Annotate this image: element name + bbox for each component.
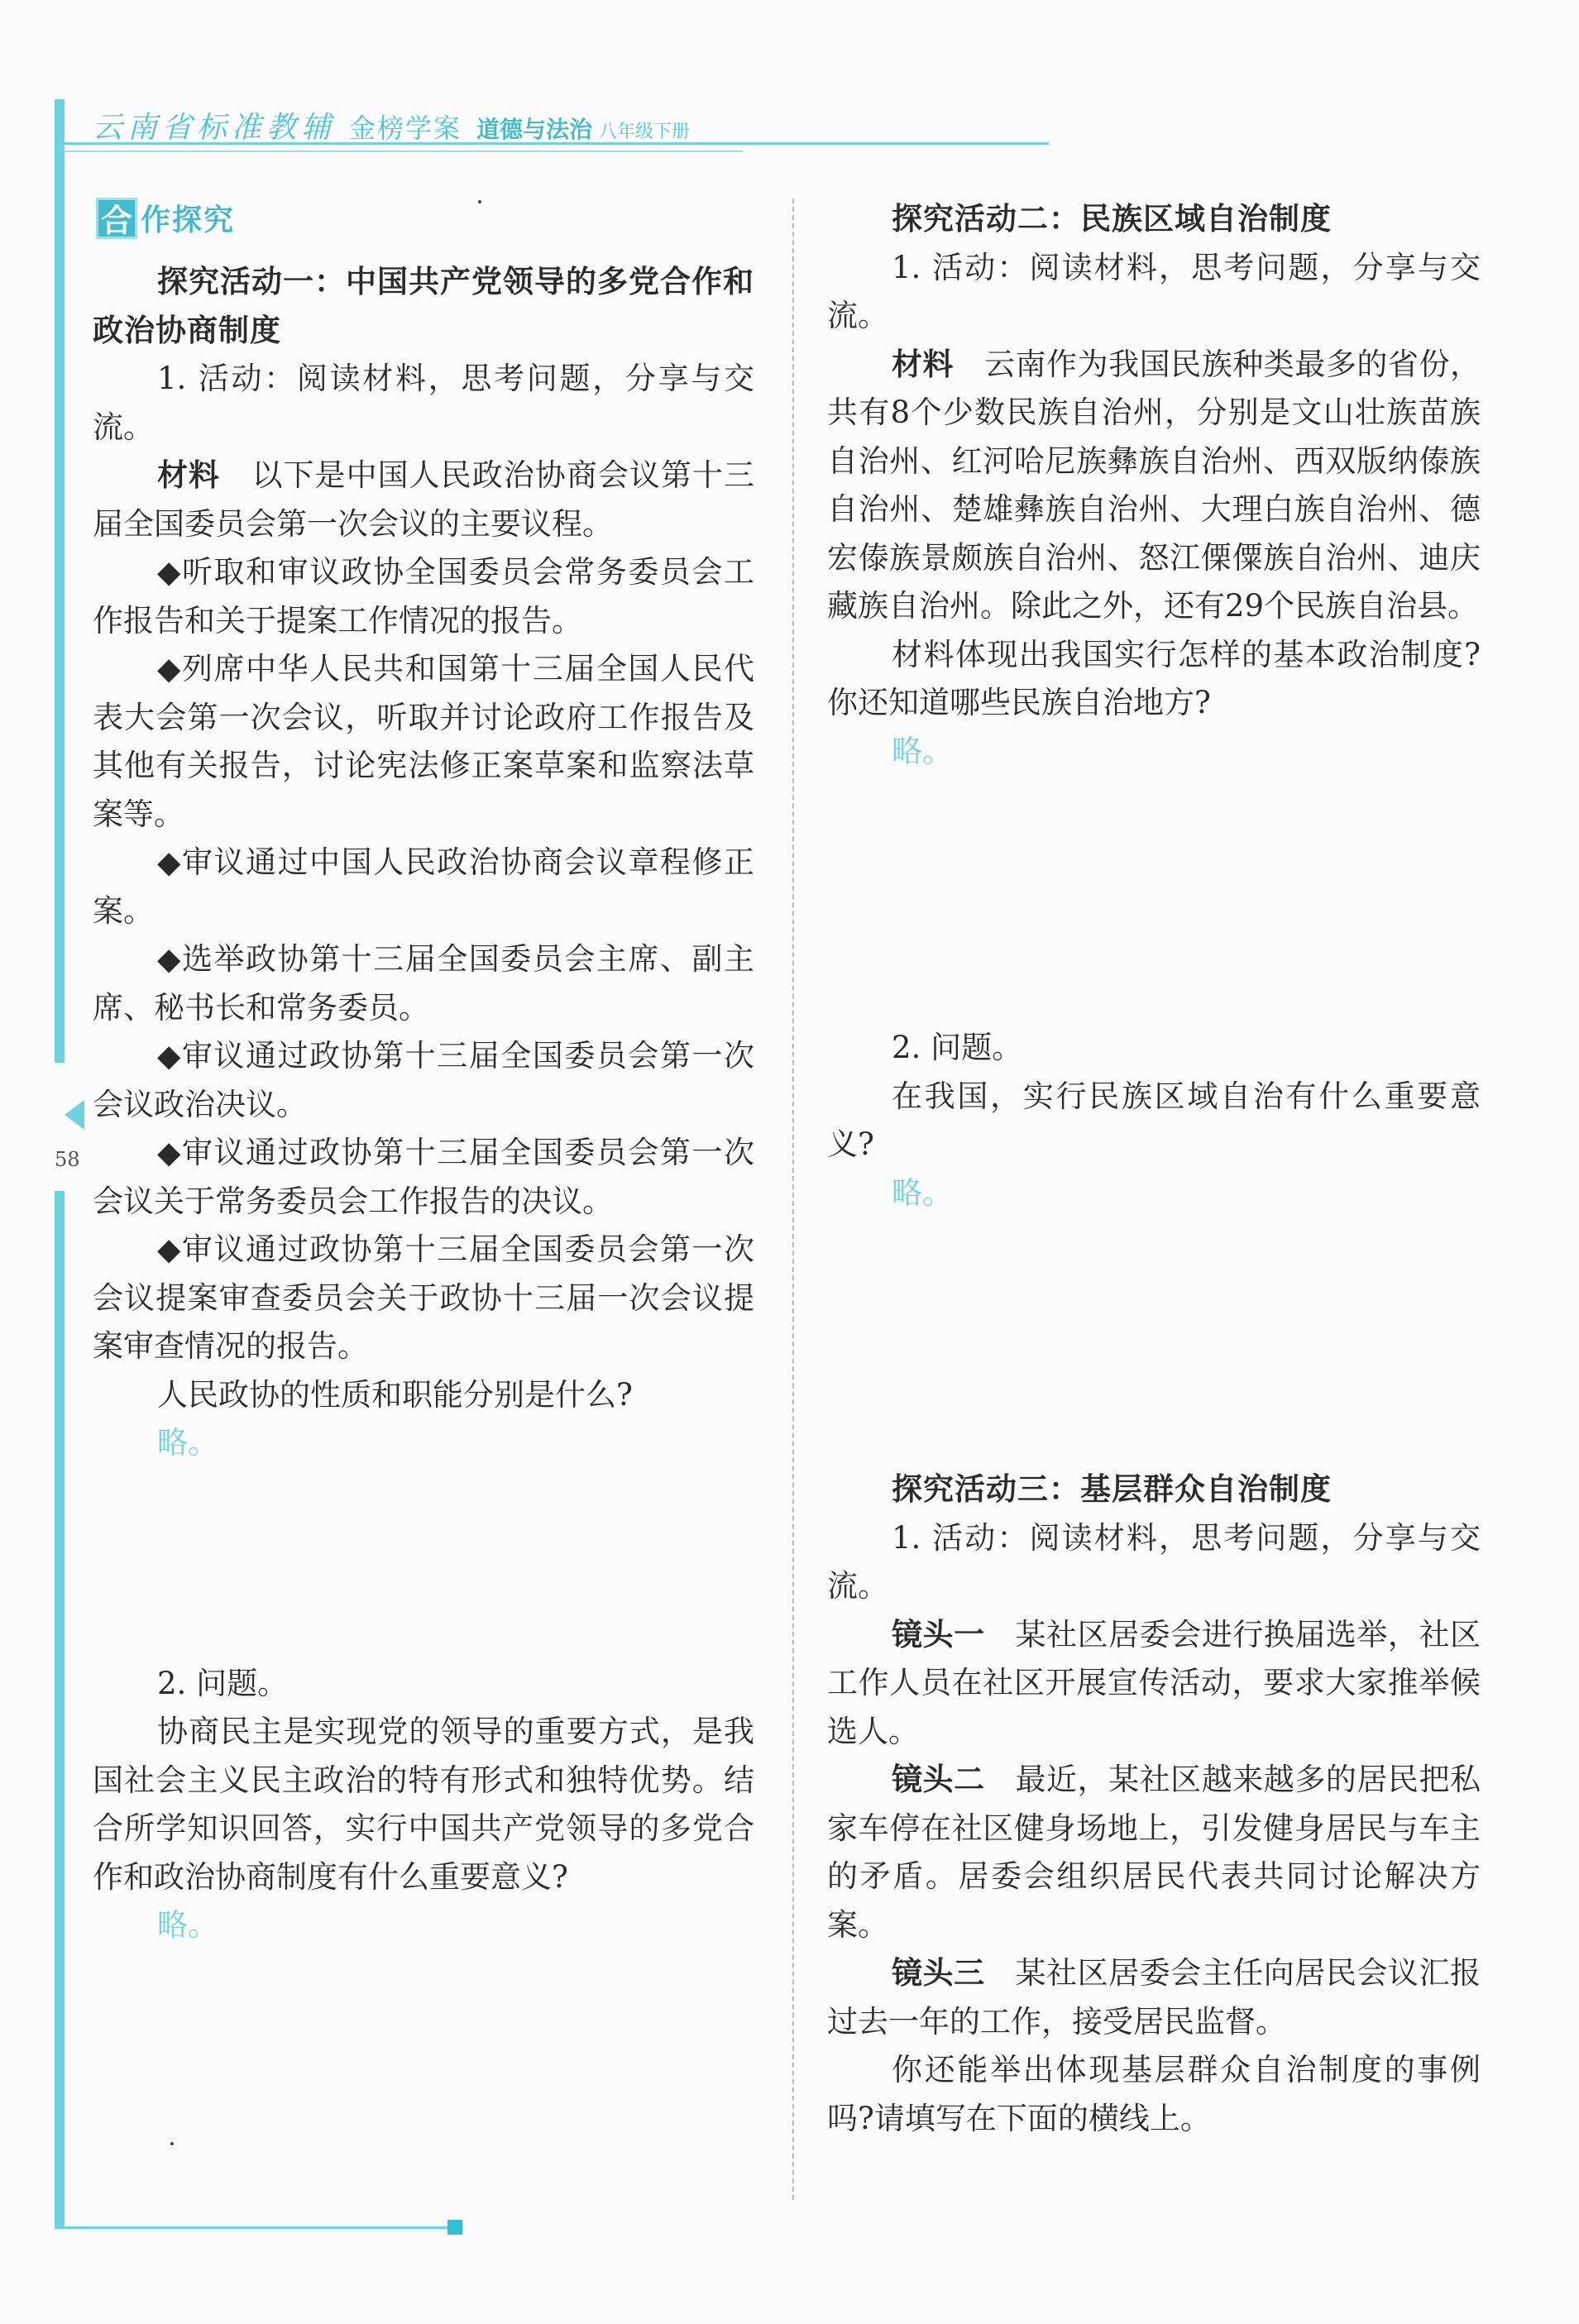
section-badge-char: 合 — [96, 198, 137, 239]
answer-space — [827, 1217, 1481, 1466]
activity3-question: 你还能举出体现基层群众自治制度的事例吗?请填写在下面的横线上。 — [827, 2052, 1481, 2136]
header-brand: 金榜学案 — [349, 112, 462, 144]
left-column — [93, 258, 754, 1950]
material-label: 材料 — [892, 346, 955, 382]
material-label: 材料 — [157, 457, 221, 493]
scene-label: 镜头一 — [892, 1616, 985, 1652]
scene-text: 某社区居委会主任向居民会议汇报过去一年的工作，接受居民监督。 — [827, 1955, 1481, 2039]
header-series: 云南省标准教辅 — [93, 111, 337, 145]
activity2-task: 1. 活动：阅读材料，思考问题，分享与交流。 — [827, 249, 1481, 333]
agenda-item: ◆选举政协第十三届全国委员会主席、副主席、秘书长和常务委员。 — [93, 941, 754, 1026]
left-margin-bar — [55, 99, 65, 1063]
activity2-title: 探究活动二：民族区域自治制度 — [892, 201, 1332, 237]
activity2-material — [827, 341, 1481, 631]
header-subject: 道德与法治 — [476, 116, 593, 143]
agenda-item: ◆列席中华人民共和国第十三届全国人民代表大会第一次会议，听取并讨论政府工作报告及其他有关报告，讨论宪法修正案草案和监察法草案等。 — [93, 651, 754, 832]
activity1-title: 探究活动一：中国共产党领导的多党合作和政治协商制度 — [93, 264, 754, 348]
section-badge-title: 作探究 — [141, 203, 236, 237]
footer-rule — [55, 2226, 456, 2229]
activity3-task: 1. 活动：阅读材料，思考问题，分享与交流。 — [827, 1519, 1481, 1604]
scene-label: 镜头三 — [892, 1955, 985, 1991]
material-text: 云南作为我国民族种类最多的省份，共有8个少数民族自治州，分别是文山壮族苗族自治州、红河哈尼族彝族自治州、西双版纳傣族自治州、楚雄彝族自治州、大理白族自治州、德宏傣族景颇族自治州、怒江傈僳族自治州、迪庆藏族自治州。除此之外，还有29个民族自治县。 — [827, 346, 1481, 624]
scene-1 — [827, 1611, 1481, 1757]
left-margin-bar-lower — [55, 1191, 65, 2229]
header-grade: 八年级下册 — [599, 122, 691, 142]
material-intro: 以下是中国人民政治协商会议第十三届全国委员会第一次会议的主要议程。 — [93, 457, 754, 542]
activity1-answer: 略。 — [157, 1425, 218, 1461]
activity1-material — [93, 452, 754, 548]
header-rule-thin — [65, 151, 743, 152]
agenda-item: ◆听取和审议政协全国委员会常务委员会工作报告和关于提案工作情况的报告。 — [93, 554, 754, 638]
page-number: 58 — [55, 1148, 80, 1171]
activity1-task: 1. 活动：阅读材料，思考问题，分享与交流。 — [93, 361, 754, 445]
page-tab-notch — [55, 1100, 84, 1130]
activity2-q2-answer: 略。 — [892, 1174, 953, 1211]
activity2-q2: 在我国，实行民族区域自治有什么重要意义? — [827, 1078, 1481, 1162]
column-divider — [792, 198, 794, 2200]
right-column — [827, 195, 1481, 2143]
activity1-q2: 协商民主是实现党的领导的重要方式，是我国社会主义民主政治的特有形式和独特优势。结合所学知识回答，实行中国共产党领导的多党合作和政治协商制度有什么重要意义? — [93, 1714, 754, 1895]
agenda-item: ◆审议通过政协第十三届全国委员会第一次会议提案审查委员会关于政协十三届一次会议提案审查情况的报告。 — [93, 1231, 754, 1364]
section-badge — [96, 197, 235, 239]
activity1-q2-label: 2. 问题。 — [157, 1665, 289, 1701]
activity2-answer: 略。 — [892, 733, 953, 769]
scene-text: 某社区居委会进行换届选举，社区工作人员在社区开展宣传活动，要求大家推举候选人。 — [827, 1616, 1481, 1749]
answer-space — [93, 1468, 754, 1660]
footer-square — [447, 2220, 462, 2235]
scene-label: 镜头二 — [892, 1762, 985, 1797]
print-speck — [478, 200, 481, 203]
activity2-question: 材料体现出我国实行怎样的基本政治制度?你还知道哪些民族自治地方? — [827, 636, 1481, 720]
answer-space — [827, 776, 1481, 1024]
scene-2 — [827, 1756, 1481, 1949]
agenda-item: ◆审议通过政协第十三届全国委员会第一次会议政治决议。 — [93, 1038, 754, 1122]
agenda-item: ◆审议通过中国人民政治协商会议章程修正案。 — [93, 844, 754, 929]
activity1-q2-answer: 略。 — [157, 1907, 218, 1943]
agenda-item: ◆审议通过政协第十三届全国委员会第一次会议关于常务委员会工作报告的决议。 — [93, 1135, 754, 1219]
activity2-q2-label: 2. 问题。 — [892, 1030, 1023, 1065]
scene-text: 最近，某社区越来越多的居民把私家车停在社区健身场地上，引发健身居民与车主的矛盾。居委会组织居民代表共同讨论解决方案。 — [827, 1762, 1481, 1943]
scene-3 — [827, 1949, 1481, 2046]
print-speck — [170, 2142, 174, 2145]
activity1-question: 人民政协的性质和职能分别是什么? — [157, 1376, 633, 1413]
running-header — [93, 104, 690, 146]
activity3-title: 探究活动三：基层群众自治制度 — [892, 1471, 1332, 1507]
